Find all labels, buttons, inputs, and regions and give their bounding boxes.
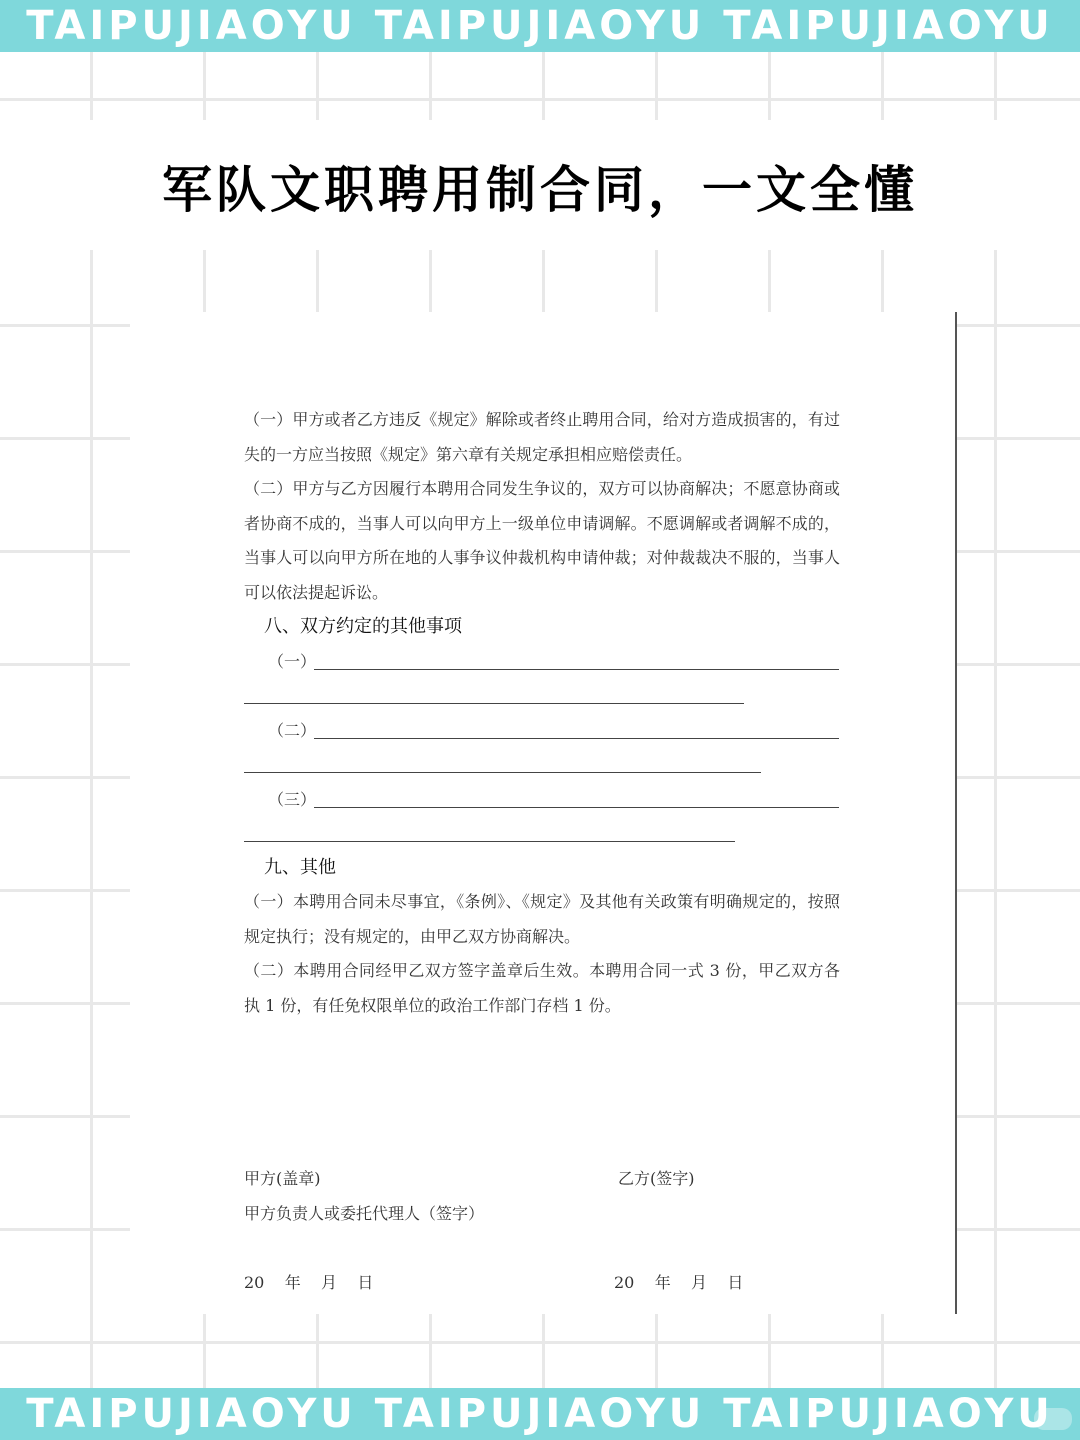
- section-8-heading: 八、双方约定的其他事项: [264, 616, 462, 637]
- blank-line: [314, 669, 839, 670]
- clause-1: （一）甲方或者乙方违反《规定》解除或者终止聘用合同，给对方造成损害的，有过失的一方应当按照《规定》第六章有关规定承担相应赔偿责任。: [244, 410, 840, 464]
- section-8-item-2: [244, 714, 840, 748]
- item-label: （一）: [268, 652, 317, 671]
- item-label: （二）: [268, 721, 317, 740]
- blank-line: [314, 738, 839, 739]
- date-right: 20 年 月 日: [614, 1273, 744, 1292]
- bottom-watermark-banner: TAIPUJIAOYU TAIPUJIAOYU TAIPUJIAOYU: [0, 1388, 1080, 1440]
- section-9-clause-2: （二）本聘用合同经甲乙双方签字盖章后生效。本聘用合同一式 3 份，甲乙双方各执 1 份，有任免权限单位的政治工作部门存档 1 份。: [244, 961, 840, 1015]
- party-a-seal-label: 甲方(盖章): [244, 1169, 321, 1188]
- blank-line: [244, 841, 735, 842]
- date-left: 20 年 月 日: [244, 1273, 374, 1292]
- party-a-representative-label: 甲方负责人或委托代理人（签字）: [244, 1204, 485, 1223]
- blank-line: [244, 703, 744, 704]
- watermark-logo-icon: [1034, 1408, 1072, 1430]
- section-9-clause-1: （一）本聘用合同未尽事宜，《条例》、《规定》及其他有关政策有明确规定的，按照规定执行；没有规定的，由甲乙双方协商解决。: [244, 892, 840, 946]
- top-watermark-banner: TAIPUJIAOYU TAIPUJIAOYU TAIPUJIAOYU: [0, 0, 1080, 52]
- blank-line: [244, 772, 761, 773]
- party-b-sign-label: 乙方(签字): [618, 1169, 695, 1188]
- section-8-item-3: [244, 783, 840, 817]
- blank-line: [314, 807, 839, 808]
- page-title: 军队文职聘用制合同，一文全懂: [162, 161, 918, 219]
- item-label: （三）: [268, 790, 317, 809]
- clause-2: （二）甲方与乙方因履行本聘用合同发生争议的，双方可以协商解决；不愿意协商或者协商不成的，当事人可以向甲方上一级单位申请调解。不愿调解或者调解不成的，当事人可以向甲方所在地的人事争议仲裁机构申请仲裁；对仲裁裁决不服的，当事人可以依法提起诉讼。: [244, 479, 840, 602]
- section-8-item-1: [244, 645, 840, 679]
- section-9-heading: 九、其他: [264, 857, 336, 878]
